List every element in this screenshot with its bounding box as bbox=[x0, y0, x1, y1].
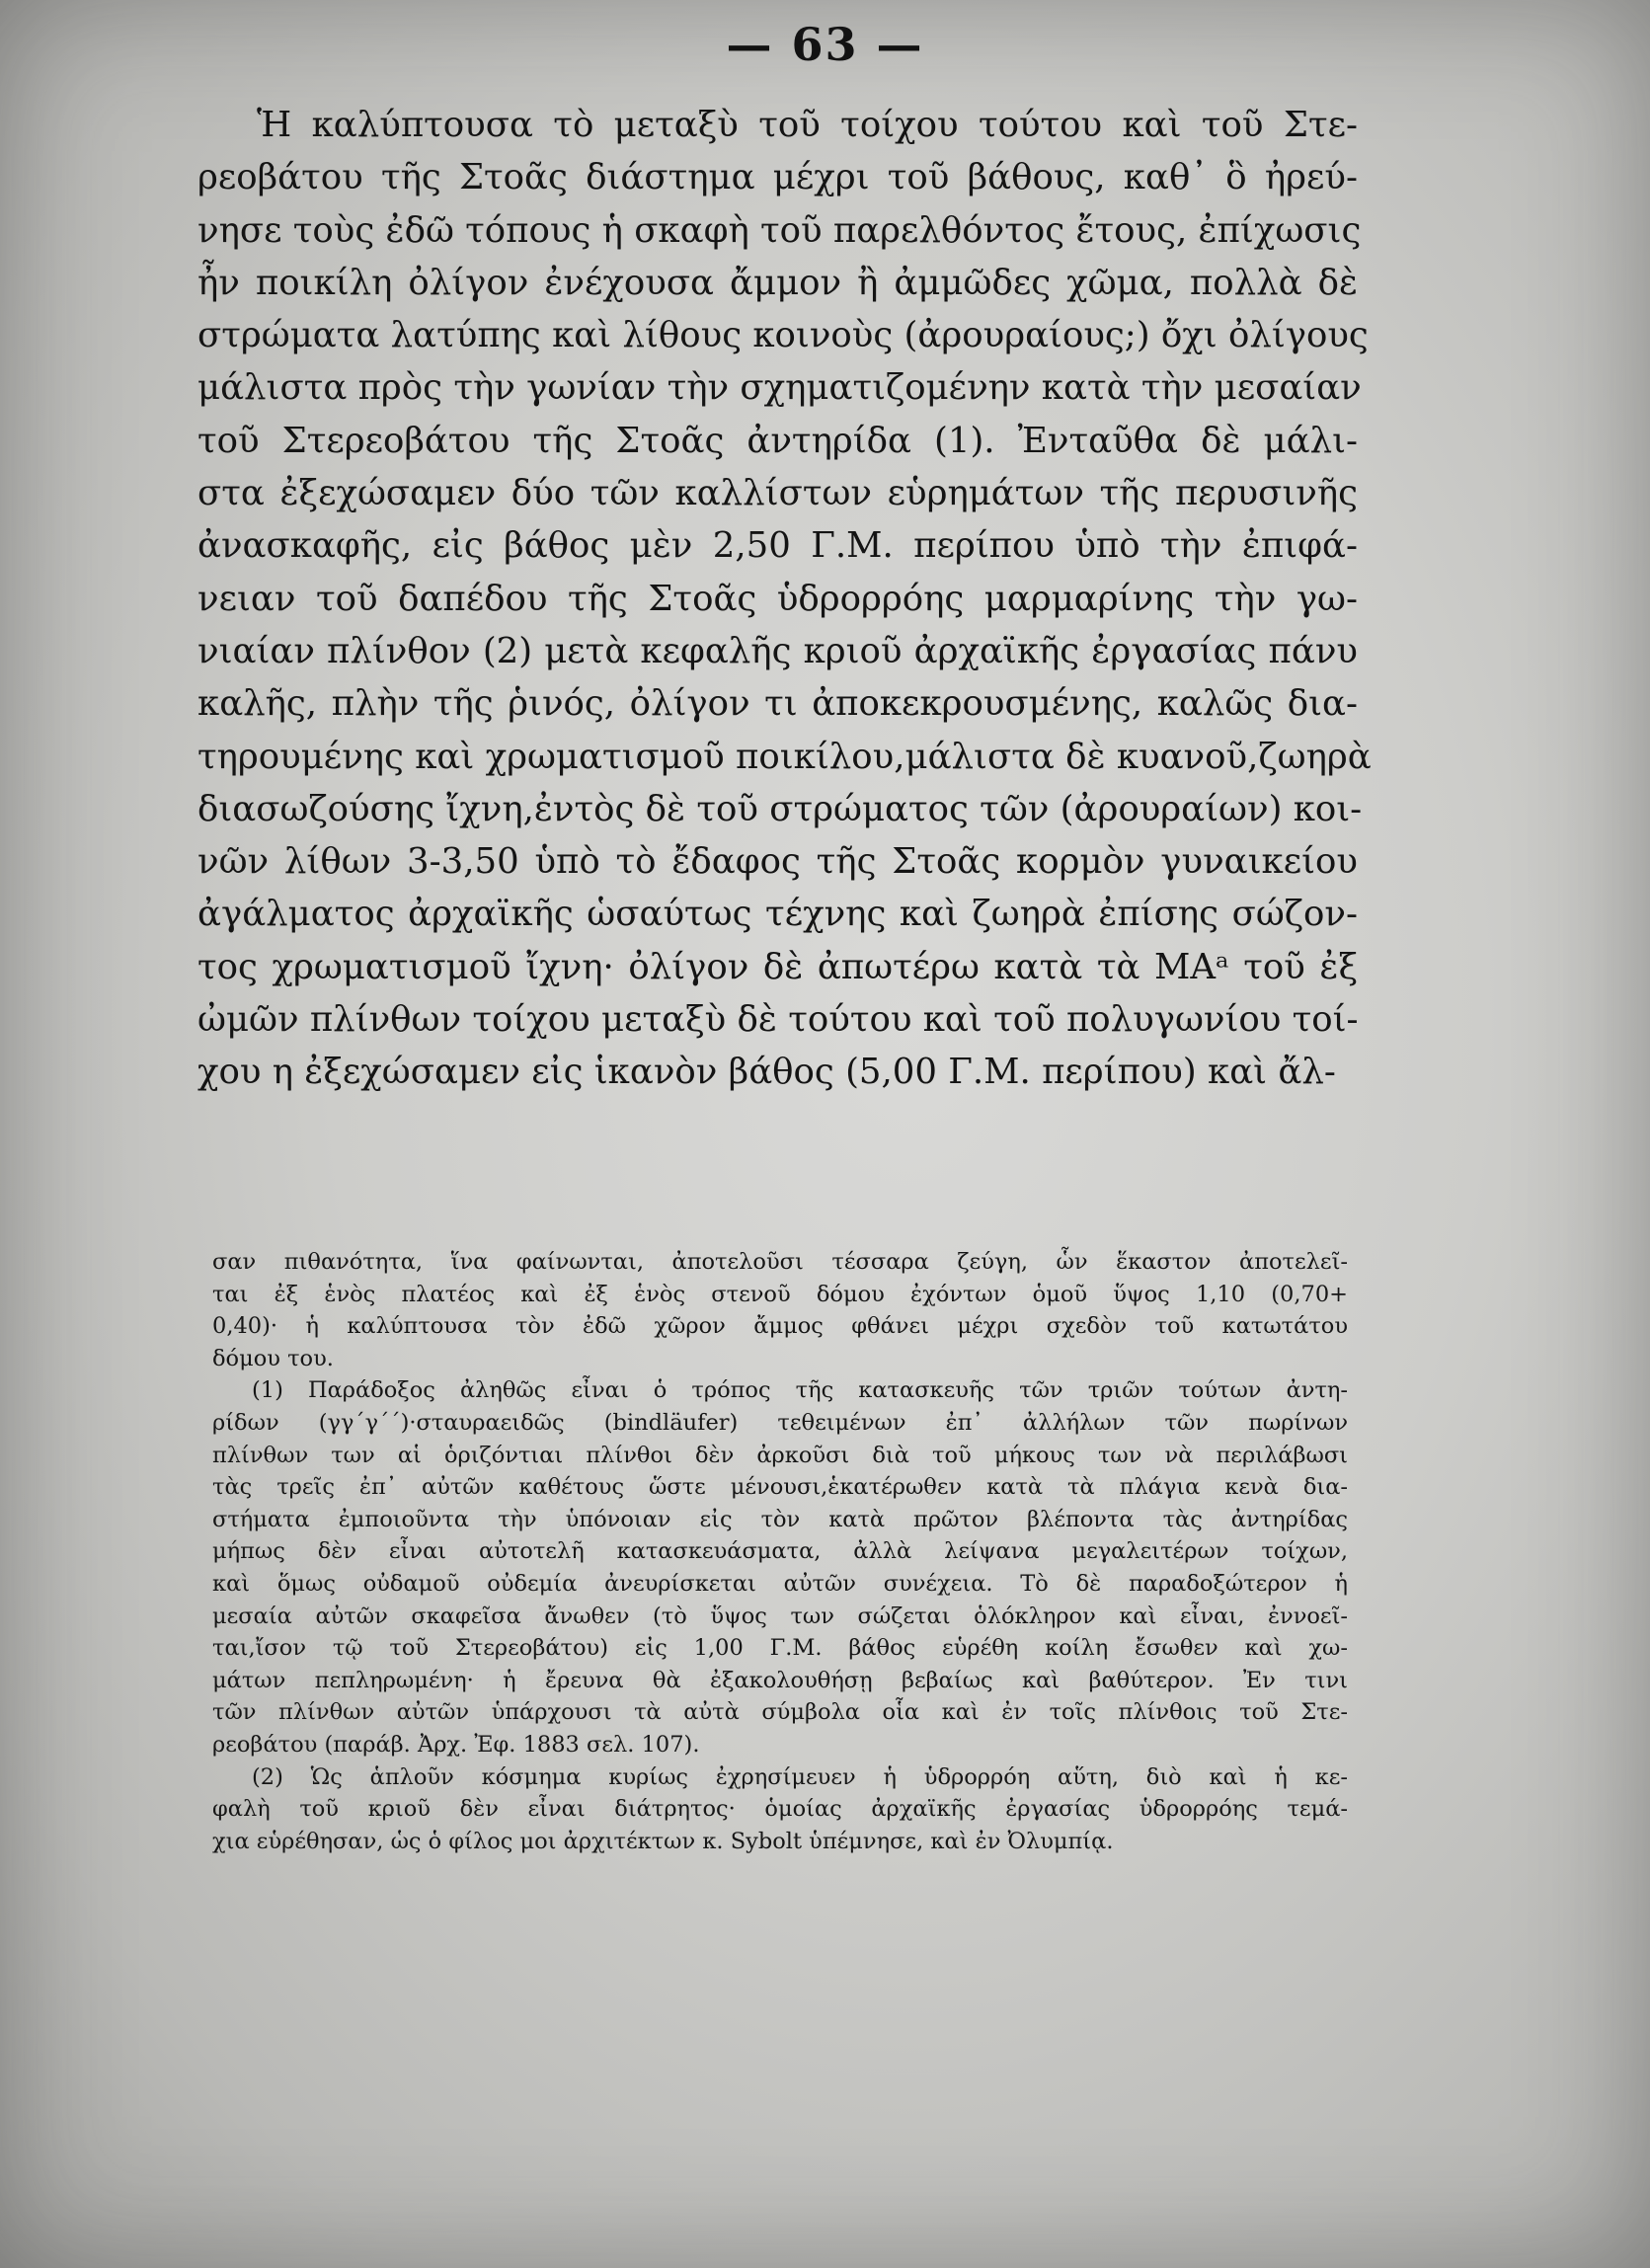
footnote-2-line: φαλὴ τοῦ κριοῦ δὲν εἶναι διάτρητος· ὁμοίας ἀρχαϊκῆς ἐργασίας ὑδρορρόης τεμά- bbox=[212, 1796, 1348, 1823]
text-line: νειαν τοῦ δαπέδου τῆς Στοᾶς ὑδρορρόης μαρμαρίνης τὴν γω- bbox=[197, 578, 1358, 619]
footnote-2-line: (2) Ὡς ἁπλοῦν κόσμημα κυρίως ἐχρησίμευεν ἡ ὑδρορρόη αὕτη, διὸ καὶ ἡ κε- bbox=[252, 1763, 1348, 1790]
page-number: — 63 — bbox=[726, 18, 924, 71]
footnote-1-line: μάτων πεπληρωμένη· ἡ ἔρευνα θὰ ἐξακολουθήσῃ βεβαίως καὶ βαθύτερον. Ἐν τινι bbox=[212, 1667, 1348, 1693]
footnote-1-line: (1) Παράδοξος ἀληθῶς εἶναι ὁ τρόπος τῆς κατασκευῆς τῶν τριῶν τούτων ἀντη- bbox=[252, 1377, 1348, 1404]
text-line: χου η ἐξεχώσαμεν εἰς ἱκανὸν βάθος (5,00 Γ.Μ. περίπου) καὶ ἄλ- bbox=[197, 1052, 1336, 1093]
text-line: τοῦ Στερεοβάτου τῆς Στοᾶς ἀντηρίδα (1). Ἐνταῦθα δὲ μάλι- bbox=[197, 420, 1358, 461]
footnote-1-line: μεσαία αὐτῶν σκαφεῖσα ἄνωθεν (τὸ ὕψος των σώζεται ὁλόκληρον καὶ εἶναι, ἐννοεῖ- bbox=[212, 1603, 1348, 1629]
main-text-block bbox=[197, 99, 1372, 1099]
footnote-1-line: τῶν πλίνθων αὐτῶν ὑπάρχουσι τὰ αὐτὰ σύμβολα οἷα καὶ ἐν τοῖς πλίνθοις τοῦ Στε- bbox=[212, 1699, 1348, 1726]
text-line: καλῆς, πλὴν τῆς ῥινός, ὀλίγον τι ἀποκεκρουσμένης, καλῶς δια- bbox=[197, 683, 1358, 725]
text-line: ὠμῶν πλίνθων τοίχου μεταξὺ δὲ τούτου καὶ τοῦ πολυγωνίου τοί- bbox=[197, 999, 1359, 1041]
footnote-1-line: καὶ ὅμως οὐδαμοῦ οὐδεμία ἀνευρίσκεται αὐτῶν συνέχεια. Τὸ δὲ παραδοξώτερον ἡ bbox=[212, 1570, 1348, 1597]
text-line: νῶν λίθων 3-3,50 ὑπὸ τὸ ἔδαφος τῆς Στοᾶς κορμὸν γυναικείου bbox=[197, 841, 1358, 883]
footnote-line: σαν πιθανότητα, ἵνα φαίνωνται, ἀποτελοῦσι τέσσαρα ζεύγη, ὧν ἕκαστον ἀποτελεῖ- bbox=[212, 1249, 1348, 1275]
footnote-line: δόμου του. bbox=[212, 1345, 334, 1371]
text-line: νησε τοὺς ἐδῶ τόπους ἡ σκαφὴ τοῦ παρελθόντος ἔτους, ἐπίχωσις bbox=[197, 209, 1362, 251]
text-line: ἀνασκαφῆς, εἰς βάθος μὲν 2,50 Γ.Μ. περίπου ὑπὸ τὴν ἐπιφά- bbox=[197, 525, 1358, 567]
text-line: ρεοβάτου τῆς Στοᾶς διάστημα μέχρι τοῦ βάθους, καθ᾽ ὃ ἠρεύ- bbox=[197, 157, 1358, 198]
text-line: μάλιστα πρὸς τὴν γωνίαν τὴν σχηματιζομένην κατὰ τὴν μεσαίαν bbox=[197, 367, 1362, 409]
text-line: ἦν ποικίλη ὀλίγον ἐνέχουσα ἄμμον ἢ ἀμμῶδες χῶμα, πολλὰ δὲ bbox=[197, 262, 1358, 303]
footnote-1-line: τὰς τρεῖς ἐπ᾽ αὐτῶν καθέτους ὥστε μένουσι,ἑκατέρωθεν κατὰ τὰ πλάγια κενὰ δια- bbox=[212, 1474, 1348, 1501]
footnote-1-line: μήπως δὲν εἶναι αὐτοτελῆ κατασκευάσματα, ἀλλὰ λείψανα μεγαλειτέρων τοίχων, bbox=[212, 1538, 1348, 1565]
footnote-1-line: πλίνθων των αἱ ὁριζόντιαι πλίνθοι δὲν ἀρκοῦσι διὰ τοῦ μήκους των νὰ περιλάβωσι bbox=[212, 1442, 1348, 1468]
text-line: στα ἐξεχώσαμεν δύο τῶν καλλίστων εὑρημάτων τῆς περυσινῆς bbox=[197, 473, 1358, 514]
footnote-1-line: ρίδων (γγ΄γ΄΄)·σταυραειδῶς (bindläufer) τεθειμένων ἐπ᾽ ἀλλήλων τῶν πωρίνων bbox=[212, 1409, 1348, 1436]
text-line: Ἡ καλύπτουσα τὸ μεταξὺ τοῦ τοίχου τούτου καὶ τοῦ Στε- bbox=[257, 105, 1358, 145]
text-line: διασωζούσης ἴχνη,ἐντὸς δὲ τοῦ στρώματος τῶν (ἀρουραίων) κοι- bbox=[197, 788, 1363, 829]
text-line: στρώματα λατύπης καὶ λίθους κοινοὺς (ἀρουραίους;) ὄχι ὀλίγους bbox=[197, 315, 1369, 356]
footnote-line: 0,40)· ἡ καλύπτουσα τὸν ἐδῶ χῶρον ἄμμος φθάνει μέχρι σχεδὸν τοῦ κατωτάτου bbox=[212, 1313, 1348, 1340]
footnote-1-line: ται,ἴσον τῷ τοῦ Στερεοβάτου) εἰς 1,00 Γ.Μ. βάθος εὑρέθη κοίλη ἔσωθεν καὶ χω- bbox=[212, 1635, 1348, 1662]
footnote-line: ται ἐξ ἑνὸς πλατέος καὶ ἐξ ἑνὸς στενοῦ δόμου ἐχόντων ὁμοῦ ὕψος 1,10 (0,70+ bbox=[212, 1281, 1348, 1307]
footnote-1-line: ρεοβάτου (παράβ. Ἀρχ. Ἐφ. 1883 σελ. 107). bbox=[212, 1731, 700, 1758]
footnotes-block bbox=[212, 1246, 1348, 1857]
text-line: τος χρωματισμοῦ ἴχνη· ὀλίγον δὲ ἀπωτέρω κατὰ τὰ ΜΑᵃ τοῦ ἐξ bbox=[197, 946, 1358, 987]
text-line: νιαίαν πλίνθον (2) μετὰ κεφαλῆς κριοῦ ἀρχαϊκῆς ἐργασίας πάνυ bbox=[197, 630, 1358, 671]
footnote-2-line: χια εὑρέθησαν, ὡς ὁ φίλος μοι ἀρχιτέκτων κ. Sybolt ὑπέμνησε, καὶ ἐν Ὀλυμπίᾳ. bbox=[212, 1828, 1114, 1854]
text-line: τηρουμένης καὶ χρωματισμοῦ ποικίλου,μάλιστα δὲ κυανοῦ,ζωηρὰ bbox=[197, 736, 1372, 777]
text-line: ἀγάλματος ἀρχαϊκῆς ὡσαύτως τέχνης καὶ ζωηρὰ ἐπίσης σώζον- bbox=[197, 894, 1358, 935]
footnote-1-line: στήματα ἐμποιοῦντα τὴν ὑπόνοιαν εἰς τὸν κατὰ πρῶτον βλέποντα τὰς ἀντηρίδας bbox=[212, 1506, 1348, 1532]
